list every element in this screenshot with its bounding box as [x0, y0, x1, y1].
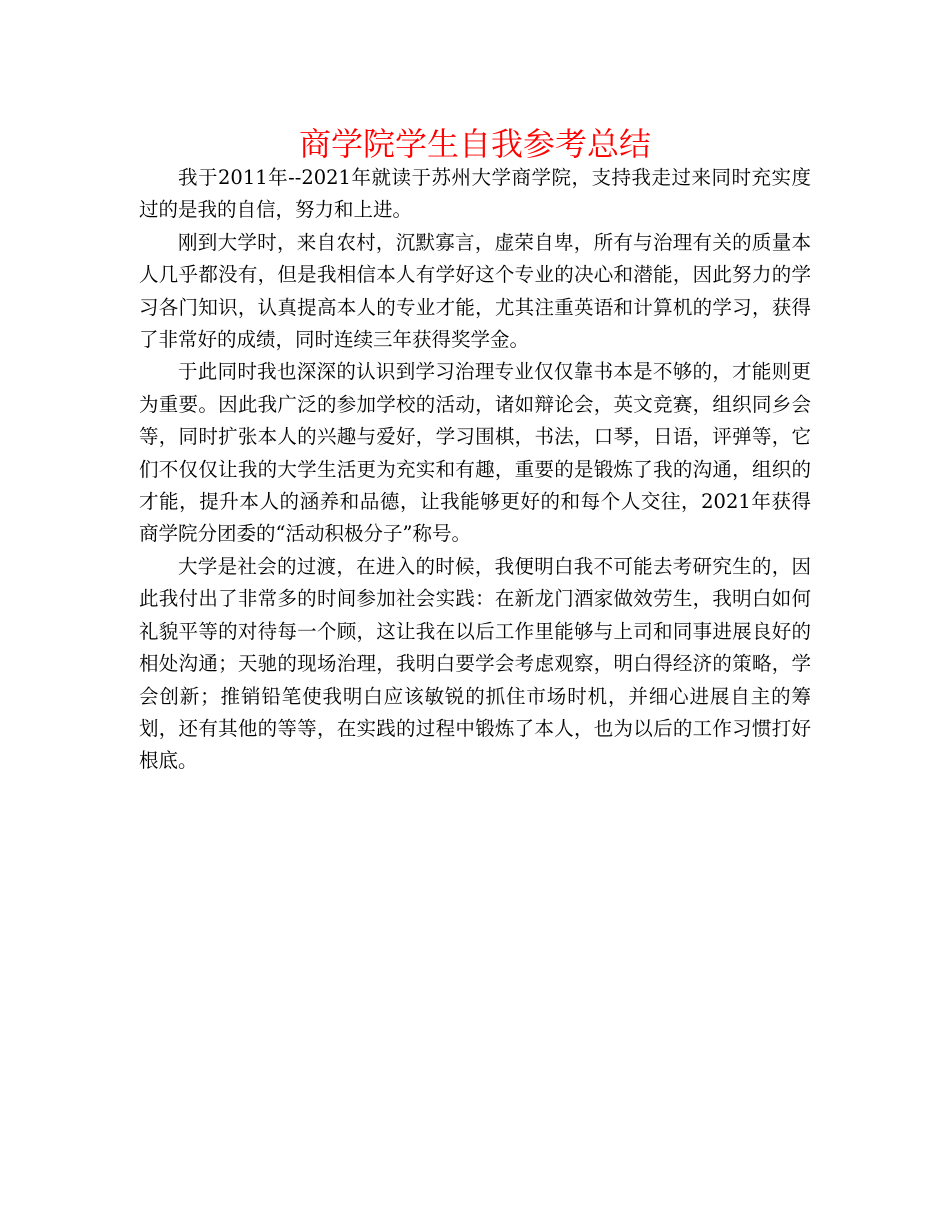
paragraph-4: 大学是社会的过渡，在进入的时候，我便明白我不可能去考研究生的，因此我付出了非常多的时间参加社会实践：在新龙门酒家做效劳生，我明白如何礼貌平等的对待每一个顾，这让我在以后工作里能够与上司和同事进展良好的相处沟通；天驰的现场治理，我明白要学会考虑观察，明白得经济的策略，学会创新；推销铅笔使我明白应该敏锐的抓住市场时机，并细心进展自主的筹划，还有其他的等等，在实践的过程中锻炼了本人，也为以后的工作习惯打好根底。: [139, 554, 811, 773]
paragraph-2: 刚到大学时，来自农村，沉默寡言，虚荣自卑，所有与治理有关的质量本人几乎都没有，但是我相信本人有学好这个专业的决心和潜能，因此努力的学习各门知识，认真提高本人的专业才能，尤其注重英语和计算机的学习，获得了非常好的成绩，同时连续三年获得奖学金。: [139, 230, 811, 352]
paragraph-3: 于此同时我也深深的认识到学习治理专业仅仅靠书本是不够的，才能则更为重要。因此我广泛的参加学校的活动，诸如辩论会，英文竞赛，组织同乡会等，同时扩张本人的兴趣与爱好，学习围棋，书法，口琴，日语，评弹等，它们不仅仅让我的大学生活更为充实和有趣，重要的是锻炼了我的沟通，组织的才能，提升本人的涵养和品德，让我能够更好的和每个人交往，2021年获得商学院分团委的“活动积极分子”称号。: [139, 360, 811, 546]
document-title: 商学院学生自我参考总结: [298, 125, 651, 163]
paragraph-1: 我于2011年--2021年就读于苏州大学商学院，支持我走过来同时充实度过的是我的自信，努力和上进。: [139, 166, 811, 222]
document-body: [139, 162, 811, 778]
